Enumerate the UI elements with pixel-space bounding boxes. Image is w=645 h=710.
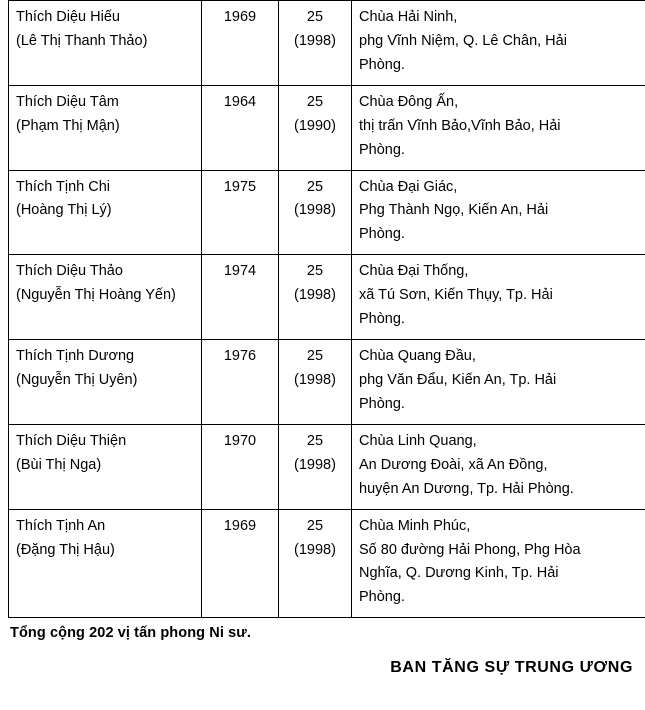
- table-row: [9, 85, 645, 170]
- dharma-name: Thích Diệu Thiện: [16, 432, 127, 449]
- monastic-name-cell: [9, 1, 202, 86]
- dharma-age-value: 25: [306, 9, 324, 25]
- address-line: Phòng.: [359, 226, 405, 243]
- address-line: An Dương Đoài, xã An Đồng,: [359, 456, 548, 473]
- temple-name: Chùa Linh Quang,: [359, 432, 477, 449]
- address-line: phg Văn Đẩu, Kiến An, Tp. Hải: [359, 371, 557, 388]
- dharma-name: Thích Diệu Hiếu: [16, 9, 120, 25]
- ordination-year-value: (1998): [294, 456, 336, 473]
- ordination-year-value: (1998): [294, 202, 336, 219]
- address-line: Phòng.: [359, 141, 405, 158]
- dharma-age-cell: [279, 85, 352, 170]
- address-line: Số 80 đường Hải Phong, Phg Hòa: [359, 541, 581, 558]
- temple-address-cell: [352, 509, 645, 618]
- dharma-name: Thích Tịnh Chi: [16, 178, 111, 195]
- address-line: Phòng.: [359, 589, 405, 606]
- ordination-year-value: (1998): [294, 287, 336, 304]
- issuing-organization: BAN TĂNG SỰ TRUNG ƯƠNG: [390, 659, 633, 677]
- lay-name: (Phạm Thị Mận): [16, 117, 120, 134]
- dharma-age-value: 25: [306, 178, 324, 195]
- lay-name: (Bùi Thị Nga): [16, 456, 102, 473]
- ordination-roster-table: [8, 0, 645, 618]
- temple-name: Chùa Đại Thống,: [359, 263, 469, 280]
- birth-year-cell: 1975: [202, 170, 279, 255]
- dharma-age-cell: [279, 340, 352, 425]
- dharma-age-value: 25: [306, 263, 324, 280]
- lay-name: (Nguyễn Thị Hoàng Yến): [16, 287, 176, 304]
- table-row: [9, 1, 645, 86]
- dharma-name: Thích Diệu Tâm: [16, 93, 119, 110]
- monastic-name-cell: [9, 340, 202, 425]
- table-row: [9, 255, 645, 340]
- temple-address-cell: [352, 85, 645, 170]
- lay-name: (Nguyễn Thị Uyên): [16, 371, 138, 388]
- temple-address-cell: [352, 1, 645, 86]
- table-row: [9, 424, 645, 509]
- address-line: Phòng.: [359, 56, 405, 73]
- temple-address-cell: [352, 170, 645, 255]
- temple-name: Chùa Hải Ninh,: [359, 9, 458, 25]
- total-summary: Tổng cộng 202 vị tấn phong Ni sư.: [10, 625, 251, 642]
- birth-year-cell: 1976: [202, 340, 279, 425]
- birth-year-cell: 1964: [202, 85, 279, 170]
- temple-name: Chùa Quang Đầu,: [359, 348, 476, 365]
- monastic-name-cell: [9, 85, 202, 170]
- address-line: Phg Thành Ngọ, Kiến An, Hải: [359, 202, 549, 219]
- table-row: [9, 340, 645, 425]
- address-line: Phòng.: [359, 395, 405, 412]
- dharma-age-value: 25: [306, 93, 324, 110]
- temple-address-cell: [352, 340, 645, 425]
- birth-year-cell: 1969: [202, 509, 279, 618]
- monastic-name-cell: [9, 509, 202, 618]
- dharma-age-value: 25: [306, 517, 324, 534]
- ordination-year-value: (1998): [294, 32, 336, 49]
- temple-address-cell: [352, 424, 645, 509]
- address-line: huyện An Dương, Tp. Hải Phòng.: [359, 480, 574, 497]
- monastic-name-cell: [9, 255, 202, 340]
- monastic-name-cell: [9, 424, 202, 509]
- address-line: Phòng.: [359, 311, 405, 328]
- dharma-age-cell: [279, 1, 352, 86]
- dharma-name: Thích Diệu Thảo: [16, 263, 123, 280]
- dharma-age-value: 25: [306, 432, 324, 449]
- dharma-age-cell: [279, 255, 352, 340]
- address-line: thị trấn Vĩnh Bảo,Vĩnh Bảo, Hải: [359, 117, 561, 134]
- dharma-age-value: 25: [306, 348, 324, 365]
- dharma-name: Thích Tịnh An: [16, 517, 106, 534]
- temple-name: Chùa Minh Phúc,: [359, 517, 471, 534]
- ordination-year-value: (1998): [294, 541, 336, 558]
- dharma-age-cell: [279, 424, 352, 509]
- table-body: [9, 1, 645, 618]
- temple-name: Chùa Đại Giác,: [359, 178, 458, 195]
- dharma-age-cell: [279, 509, 352, 618]
- lay-name: (Hoàng Thị Lý): [16, 202, 112, 219]
- birth-year-cell: 1974: [202, 255, 279, 340]
- monastic-name-cell: [9, 170, 202, 255]
- address-line: xã Tú Sơn, Kiến Thụy, Tp. Hải: [359, 287, 553, 304]
- table-row: [9, 509, 645, 618]
- lay-name: (Lê Thị Thanh Thảo): [16, 32, 148, 49]
- table-row: [9, 170, 645, 255]
- ordination-year-value: (1990): [294, 117, 336, 134]
- lay-name: (Đặng Thị Hậu): [16, 541, 115, 558]
- ordination-year-value: (1998): [294, 371, 336, 388]
- temple-name: Chùa Đông Ấn,: [359, 93, 459, 110]
- address-line: phg Vĩnh Niệm, Q. Lê Chân, Hải: [359, 32, 567, 49]
- birth-year-cell: 1969: [202, 1, 279, 86]
- dharma-age-cell: [279, 170, 352, 255]
- address-line: Nghĩa, Q. Dương Kinh, Tp. Hải: [359, 565, 559, 582]
- temple-address-cell: [352, 255, 645, 340]
- dharma-name: Thích Tịnh Dương: [16, 348, 135, 365]
- birth-year-cell: 1970: [202, 424, 279, 509]
